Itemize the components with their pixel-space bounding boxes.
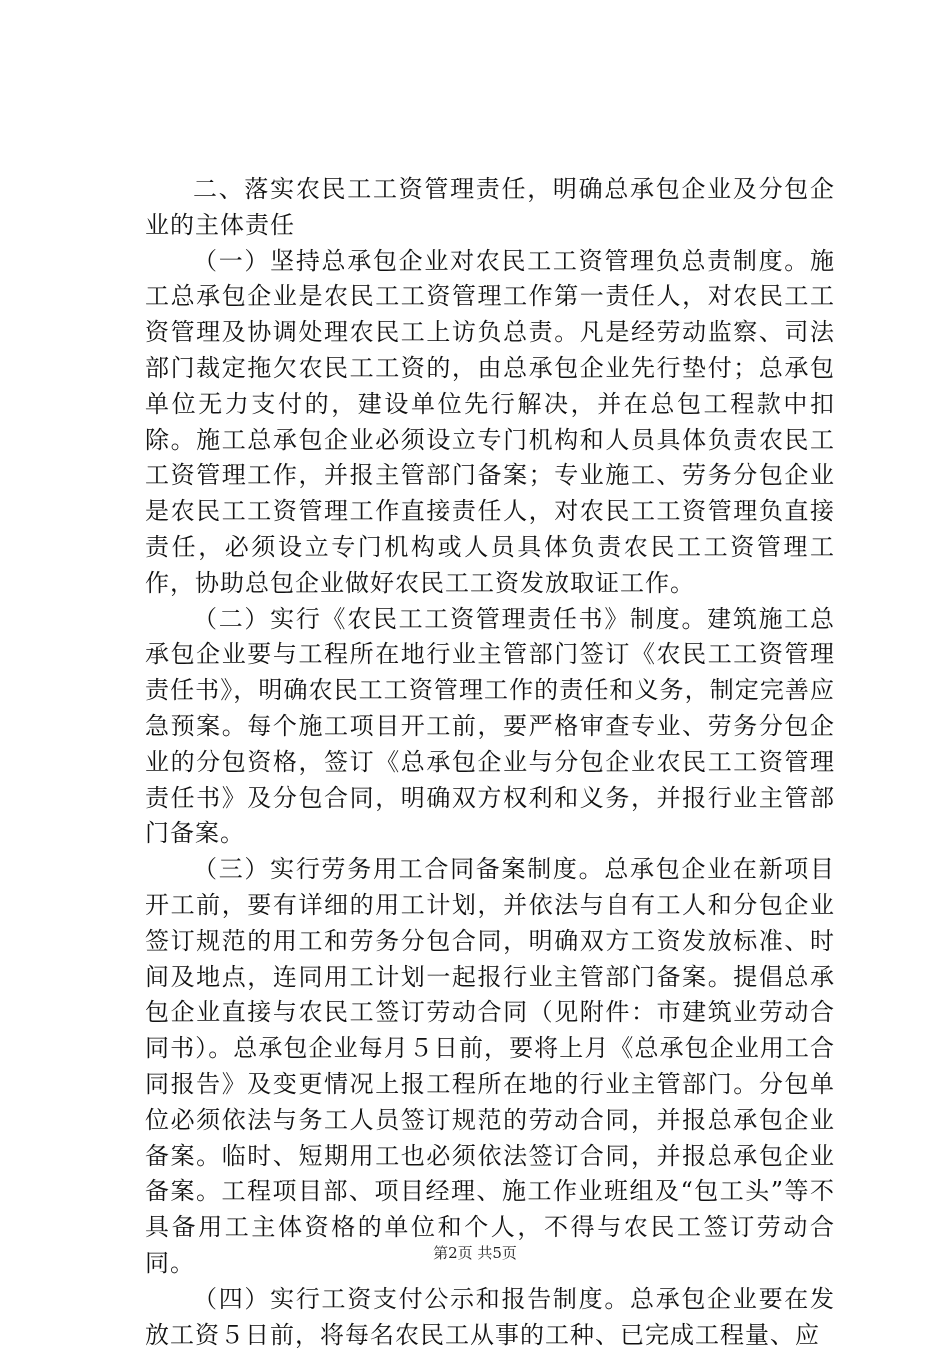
page-footer: [0, 1242, 950, 1263]
document-body: [145, 172, 835, 1353]
paragraph-2: （二）实行《农民工工资管理责任书》制度。建筑施工总承包企业要与工程所在地行业主管部门签订《农民工工资管理责任书》，明确农民工工资管理工作的责任和义务，制定完善应急预案。每个施工项目开工前，要严格审查专业、劳务分包企业的分包资格，签订《总承包企业与分包企业农民工工资管理责任书》及分包合同，明确双方权利和义务，并报行业主管部门备案。: [145, 604, 835, 848]
paragraph-4: （四）实行工资支付公示和报告制度。总承包企业要在发放工资５日前，将每名农民工从事的工种、已完成工程量、应: [145, 1284, 835, 1349]
section-heading: 二、落实农民工工资管理责任，明确总承包企业及分包企业的主体责任: [145, 175, 835, 239]
paragraph-1: （一）坚持总承包企业对农民工工资管理负总责制度。施工总承包企业是农民工工资管理工作第一责任人，对农民工工资管理及协调处理农民工上访负总责。凡是经劳动监察、司法部门裁定拖欠农民工工资的，由总承包企业先行垫付；总承包单位无力支付的，建设单位先行解决，并在总包工程款中扣除。施工总承包企业必须设立专门机构和人员具体负责农民工工资管理工作，并报主管部门备案；专业施工、劳务分包企业是农民工工资管理工作直接责任人，对农民工工资管理负直接责任，必须设立专门机构或人员具体负责农民工工资管理工作，协助总包企业做好农民工工资发放取证工作。: [145, 246, 835, 597]
page-number: 第2页 共5页: [433, 1244, 517, 1262]
paragraph-3: （三）实行劳务用工合同备案制度。总承包企业在新项目开工前，要有详细的用工计划，并依法与自有工人和分包企业签订规范的用工和劳务分包合同，明确双方工资发放标准、时间及地点，连同用工计划一起报行业主管部门备案。提倡总承包企业直接与农民工签订劳动合同（见附件：市建筑业劳动合同书）。总承包企业每月５日前，要将上月《总承包企业用工合同报告》及变更情况上报工程所在地的行业主管部门。分包单位必须依法与务工人员签订规范的劳动合同，并报总承包企业备案。临时、短期用工也必须依法签订合同，并报总承包企业备案。工程项目部、项目经理、施工作业班组及“包工头”等不具备用工主体资格的单位和个人，不得与农民工签订劳动合同。: [145, 855, 835, 1277]
